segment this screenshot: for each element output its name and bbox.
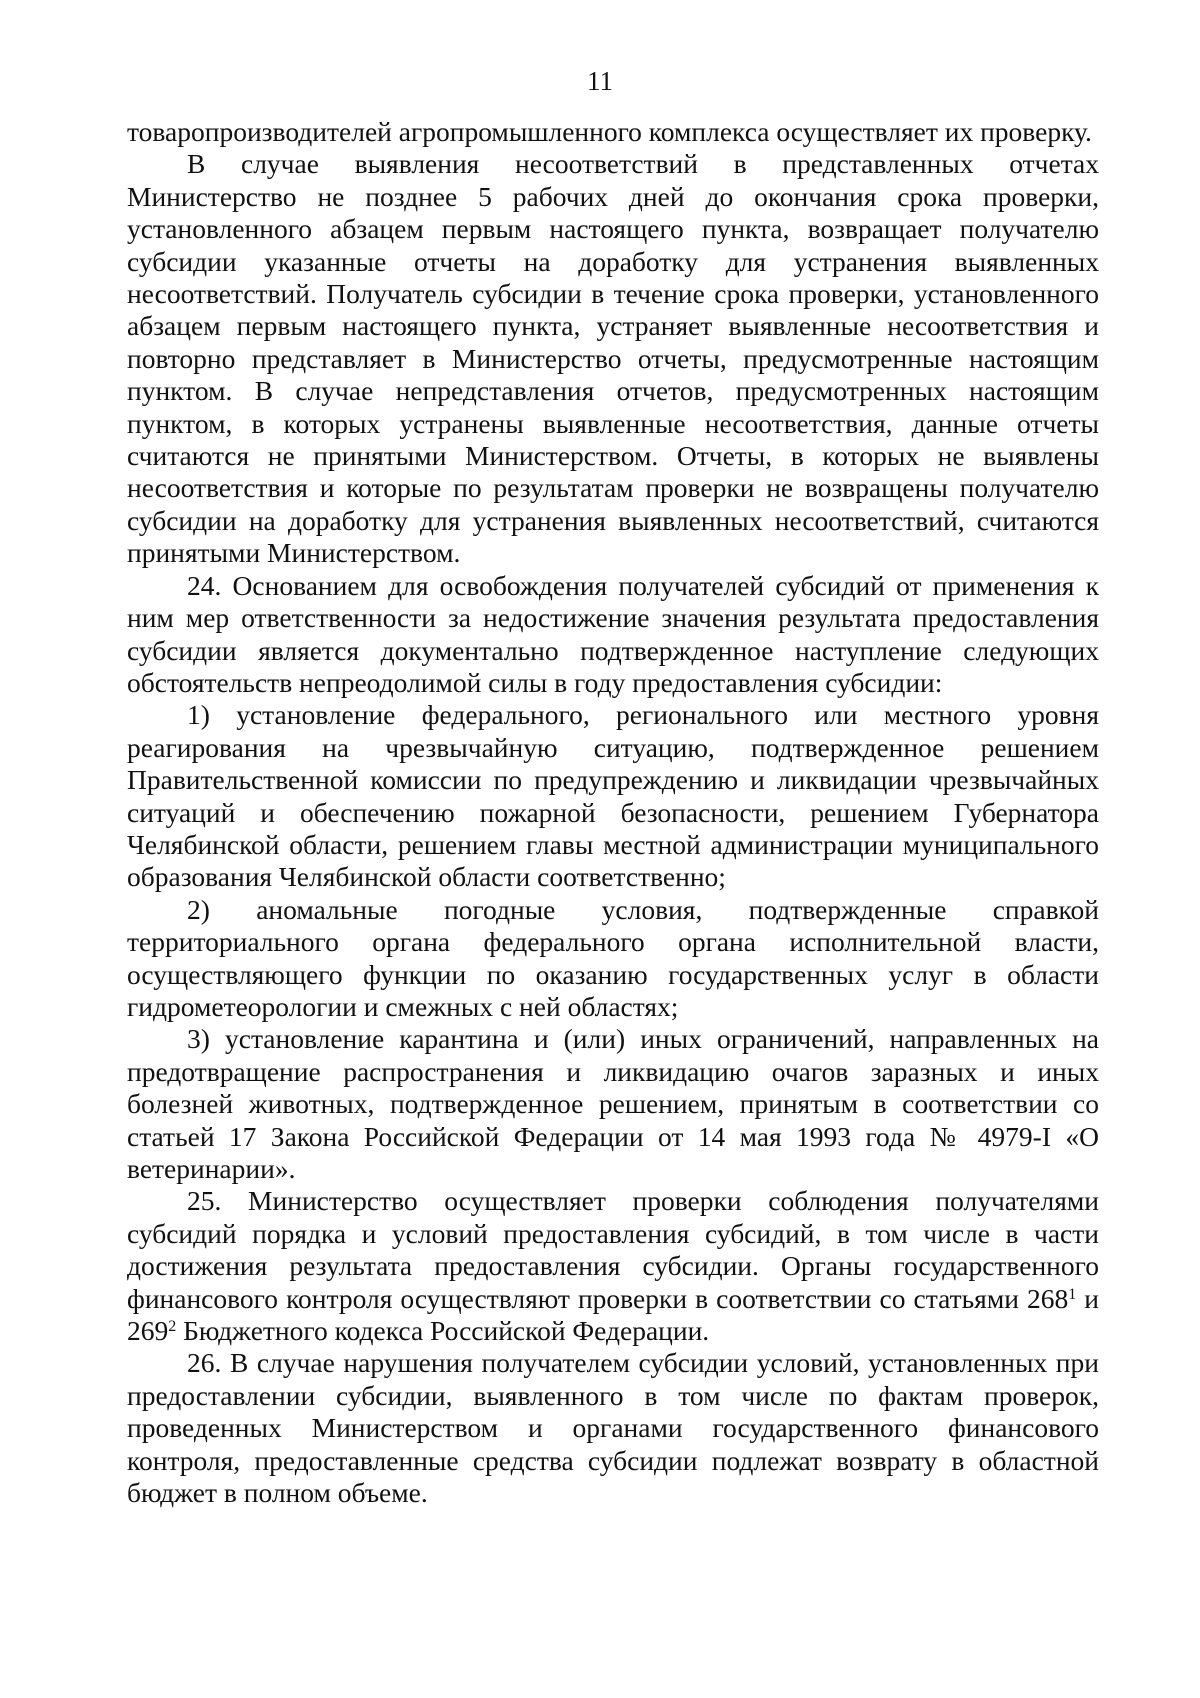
paragraph-text: и 269 [127, 1282, 1099, 1347]
paragraph: 2) аномальные погодные условия, подтвержденные справкой территориального органа федерального органа исполнительной власти, осуществляющего функции по оказанию государственных услуг в области гидрометеорологии и смежных с ней областях; [127, 893, 1099, 1022]
paragraph: 3) установление карантина и (или) иных ограничений, направленных на предотвращение распространения и ликвидацию очагов заразных и иных болезней животных, подтвержденное решением, принятым в соответствии со статьей 17 Закона Российской Федерации от 14 мая 1993 года № 4979-I «О ветеринарии». [127, 1023, 1099, 1184]
paragraph: 1) установление федерального, регионального или местного уровня реагирования на чрезвычайную ситуацию, подтвержденное решением Правительственной комиссии по предупреждению и ликвидации чрезвычайных ситуаций и обеспечению пожарной безопасности, решением Губернатора Челябинской области, решением главы местной администрации муниципального образования Челябинской области соответственно; [127, 699, 1099, 893]
footnote-superscript: 2 [168, 1318, 177, 1336]
paragraph: 24. Основанием для освобождения получателей субсидий от применения к ним мер ответственности за недостижение значения результата предоставления субсидии является документально подтвержденное наступление следующих обстоятельств непреодолимой силы в году предоставления субсидии: [127, 569, 1099, 698]
paragraph: товаропроизводителей агропромышленного комплекса осуществляет их проверку. [127, 116, 1092, 147]
paragraph-text: Бюджетного кодекса Российской Федерации. [176, 1315, 710, 1347]
document-body [127, 116, 1099, 1509]
paragraph: В случае выявления несоответствий в представленных отчетах Министерство не позднее 5 рабочих дней до окончания срока проверки, установленного абзацем первым настоящего пункта, возвращает получателю субсидии указанные отчеты на доработку для устранения выявленных несоответствий. Получатель субсидии в течение срока проверки, установленного абзацем первым настоящего пункта, устраняет выявленные несоответствия и повторно представляет в Министерство отчеты, предусмотренные настоящим пунктом. В случае непредставления отчетов, предусмотренных настоящим пунктом, в которых устранены выявленные несоответствия, данные отчеты считаются не принятыми Министерством. Отчеты, в которых не выявлены несоответствия и которые по результатам проверки не возвращены получателю субсидии на доработку для устранения выявленных несоответствий, считаются принятыми Министерством. [127, 148, 1099, 569]
paragraph [127, 1185, 1099, 1347]
paragraph: 26. В случае нарушения получателем субсидии условий, установленных при предоставлении субсидии, выявленного в том числе по фактам проверок, проведенных Министерством и органами государственного финансового контроля, предоставленные средства субсидии подлежат возврату в областной бюджет в полном объеме. [127, 1347, 1099, 1509]
page-number: 11 [587, 66, 613, 96]
paragraph-text: 25. Министерство осуществляет проверки соблюдения получателями субсидий порядка и условий предоставления субсидий, в том числе в части достижения результата предоставления субсидии. Органы государственного финансового контроля осуществляют проверки в соответствии со статьями 268 [127, 1185, 1099, 1314]
footnote-superscript: 1 [1068, 1285, 1077, 1303]
